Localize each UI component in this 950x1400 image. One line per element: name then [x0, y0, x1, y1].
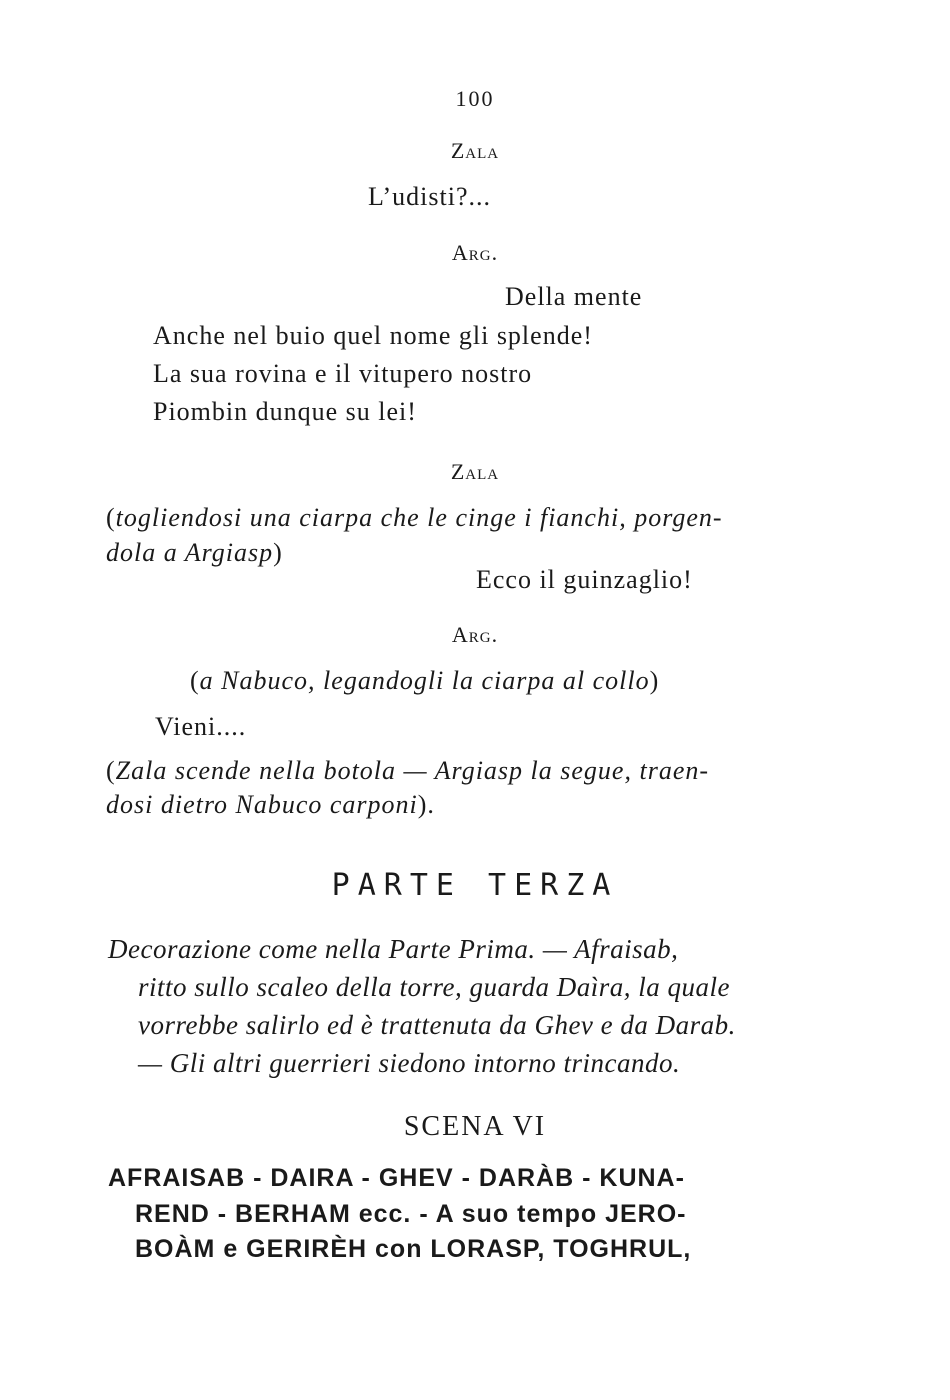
speaker-arg: Arg.: [451, 622, 499, 647]
part-heading: PARTE TERZA: [331, 868, 619, 903]
paren-close: ).: [417, 790, 435, 819]
stage-direction: [106, 503, 821, 533]
stage-text: Zala scende nella botola — Argiasp la segue, traen-: [115, 756, 710, 785]
paren-open: (: [106, 756, 116, 785]
description-line: — Gli altri guerrieri siedono intorno trincando.: [138, 1048, 681, 1078]
stage-direction: [106, 538, 283, 568]
description-line: ritto sullo scaleo della torre, guarda Daìra, la quale: [138, 972, 730, 1002]
speaker-zala: Zala: [450, 459, 500, 484]
description-line: vorrebbe salirlo ed è trattenuta da Ghev e da Darab.: [138, 1010, 736, 1040]
stage-direction: [190, 666, 659, 696]
verse-line: La sua rovina e il vitupero nostro: [153, 359, 533, 388]
scene-title: SCENA VI: [403, 1111, 547, 1142]
cast-line: AFRAISAB - DAIRA - GHEV - DARÀB - KUNA-: [108, 1164, 685, 1192]
description-line: Decorazione come nella Parte Prima. — Afraisab,: [108, 934, 679, 964]
paren-open: (: [190, 666, 200, 695]
speaker-zala: Zala: [450, 138, 500, 163]
verse-line: L’udisti?...: [368, 182, 491, 211]
stage-text: togliendosi una ciarpa che le cinge i fianchi, porgen-: [115, 503, 723, 532]
verse-line: Piombin dunque su lei!: [153, 397, 417, 426]
stage-text: a Nabuco, legandogli la ciarpa al collo: [199, 666, 650, 695]
verse-line: Vieni....: [155, 712, 247, 741]
stage-direction: [106, 790, 435, 820]
stage-direction: [106, 756, 709, 786]
verse-line: Ecco il guinzaglio!: [476, 565, 693, 594]
cast-line: REND - BERHAM ecc. - A suo tempo JERO-: [135, 1200, 687, 1228]
paren-open: (: [106, 503, 116, 532]
stage-text: dosi dietro Nabuco carponi: [106, 790, 418, 819]
paren-close: ): [649, 666, 660, 695]
paren-close: ): [273, 538, 283, 567]
stage-text: dola a Argiasp: [106, 538, 274, 567]
cast-line: BOÀM e GERIRÈH con LORASP, TOGHRUL,: [135, 1235, 692, 1263]
verse-line: Della mente: [505, 282, 643, 311]
verse-line: Anche nel buio quel nome gli splende!: [153, 321, 593, 350]
page-number: 100: [455, 86, 495, 111]
speaker-arg: Arg.: [451, 240, 499, 265]
